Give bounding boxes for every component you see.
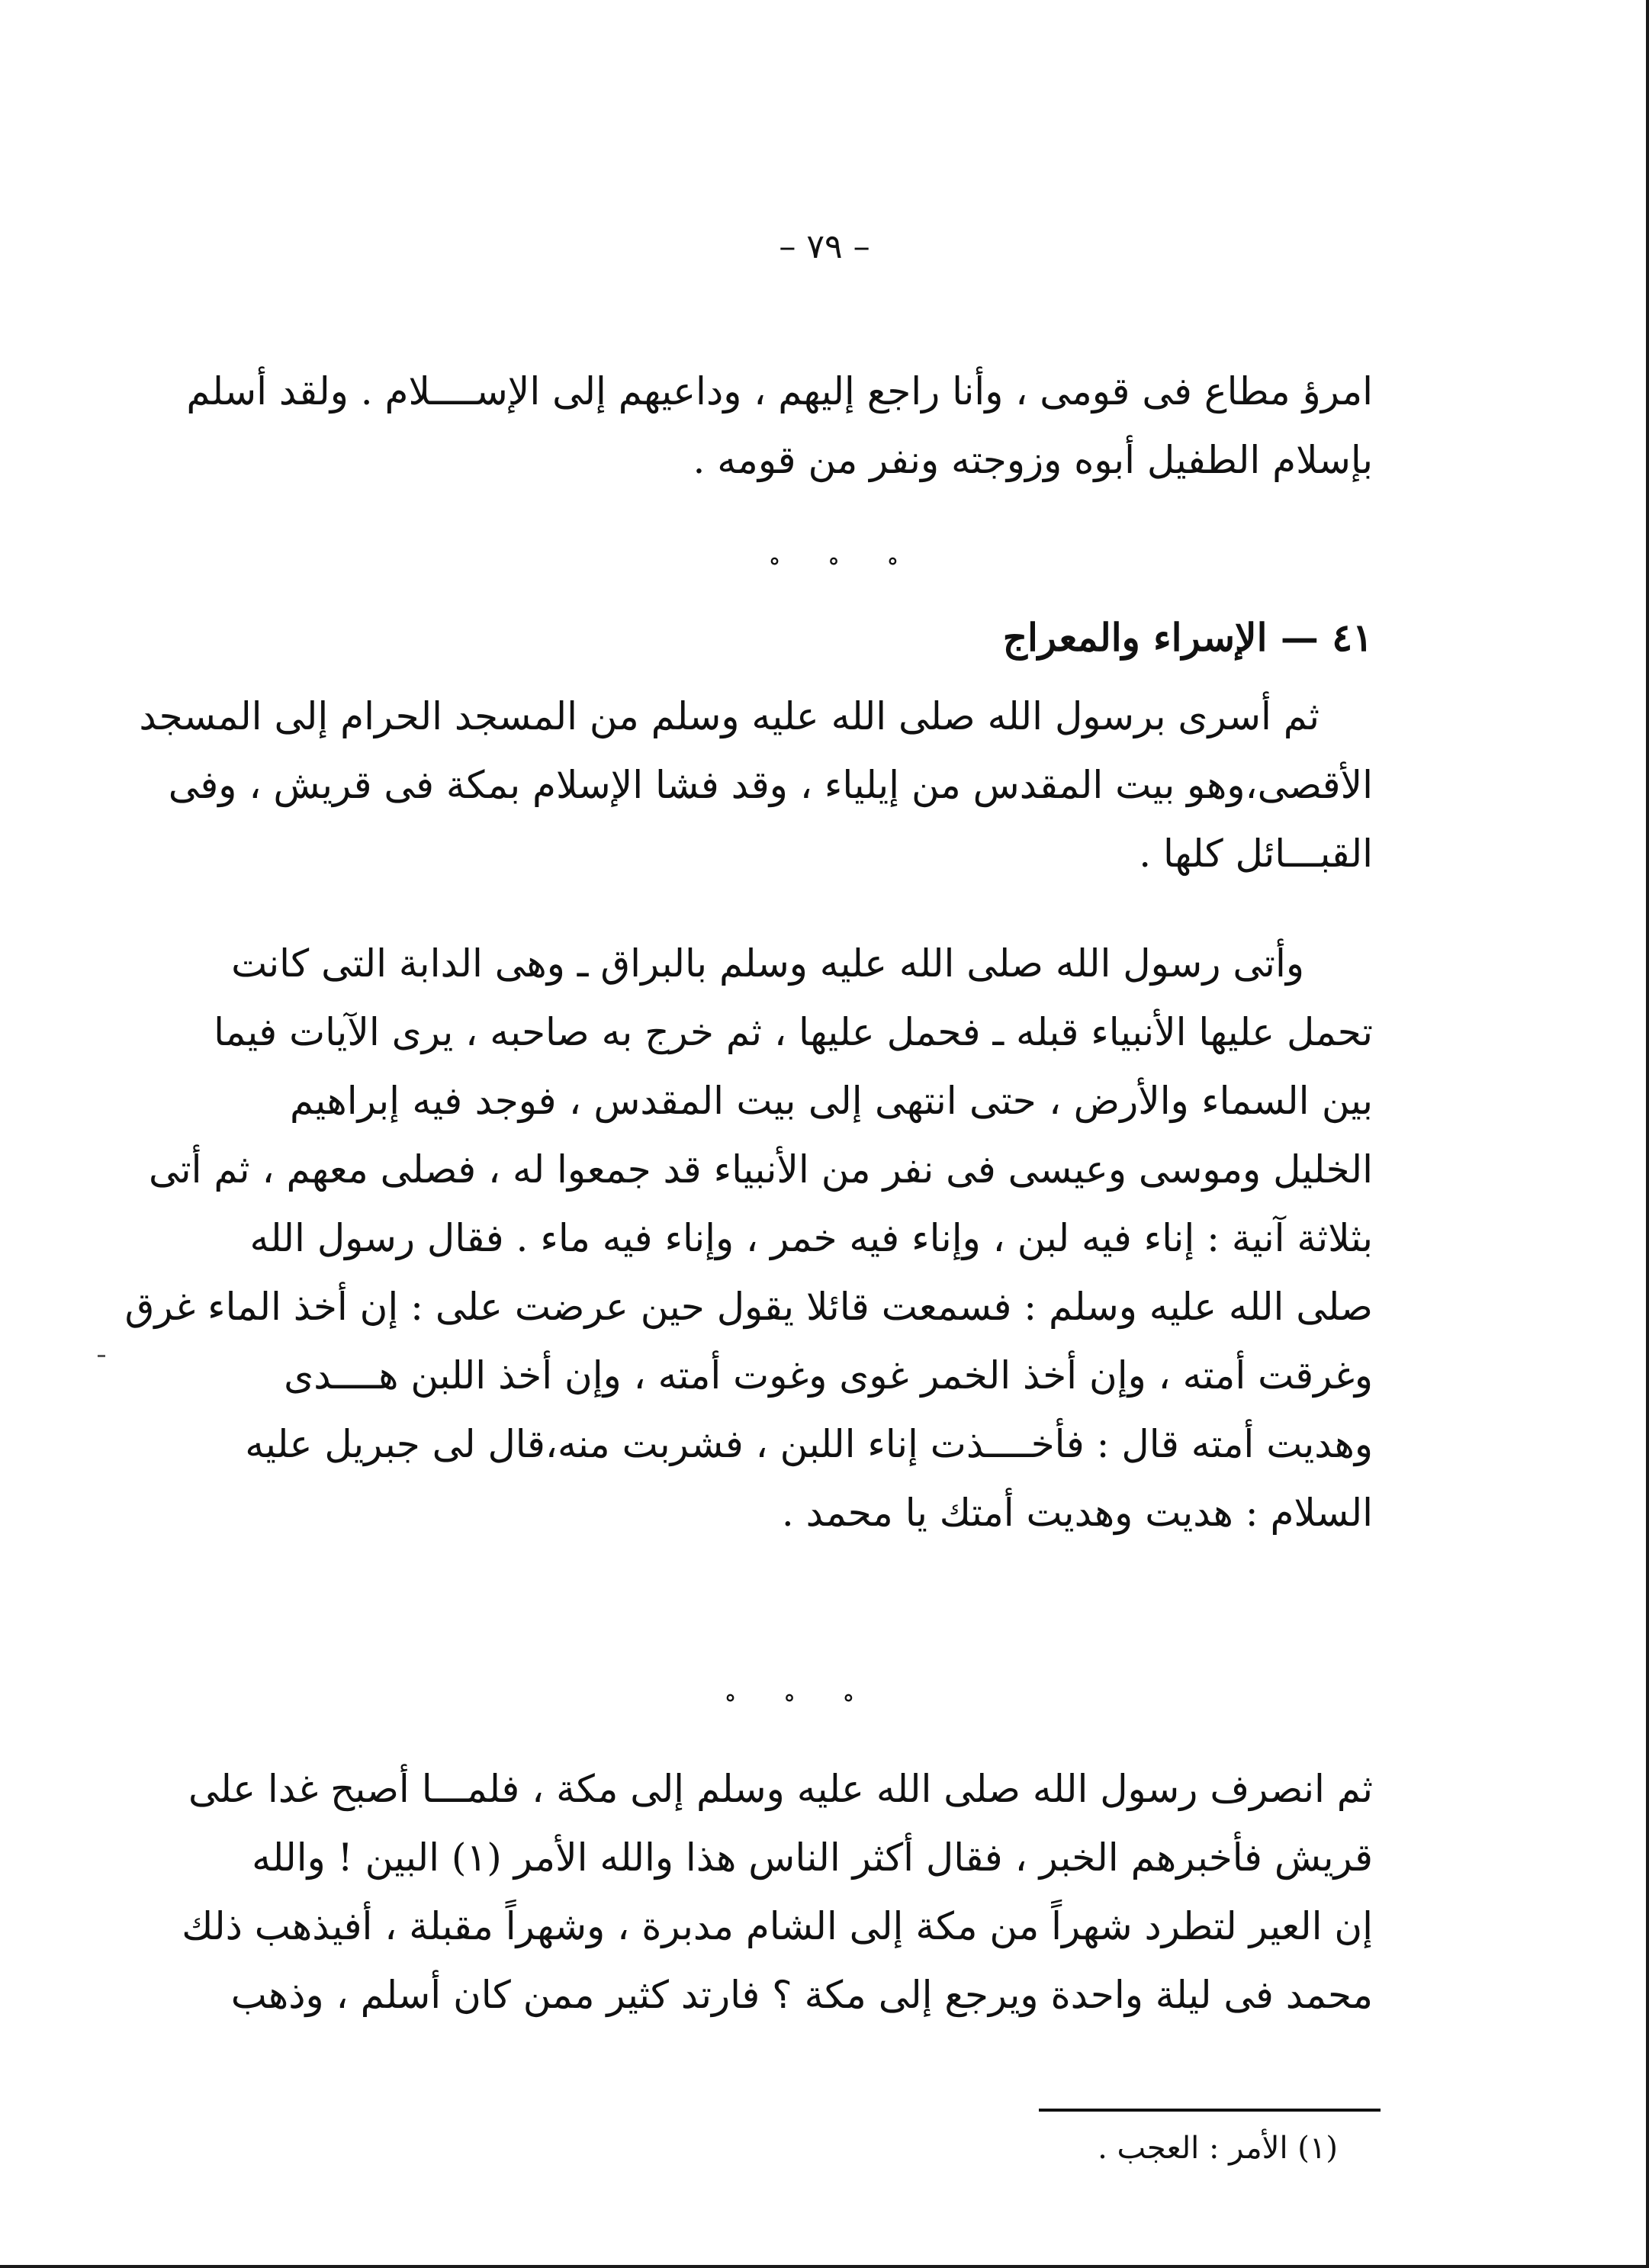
text-line: تحمل عليها الأنبياء قبله ـ فحمل عليها ، ثم خرج به صاحبه ، يرى الآيات فيما xyxy=(214,1010,1373,1054)
text-line: الخليل وموسى وعيسى فى نفر من الأنبياء قد جمعوا له ، فصلى معهم ، ثم أتى xyxy=(149,1147,1373,1192)
text-line: امرؤ مطاع فى قومى ، وأنا راجع إليهم ، وداعيهم إلى الإســــلام . ولقد أسلم xyxy=(186,369,1373,413)
text-line: ثم انصرف رسول الله صلى الله عليه وسلم إلى مكة ، فلمـــا أصبح غدا على xyxy=(188,1767,1373,1811)
scan-edge-right xyxy=(1646,0,1649,2268)
paragraph-intro xyxy=(186,357,1373,494)
scan-speck xyxy=(98,1355,105,1357)
paragraph-isra xyxy=(139,682,1373,888)
text-line: بثلاثة آنية : إناء فيه لبن ، وإناء فيه خمر ، وإناء فيه ماء . فقال رسول الله xyxy=(249,1216,1373,1260)
text-line: إن العير لتطرد شهراً من مكة إلى الشام مدبرة ، وشهراً مقبلة ، أفيذهب ذلك xyxy=(182,1904,1373,1948)
text-line: القبـــائل كلها . xyxy=(1139,832,1373,876)
page-number: – ٧٩ – xyxy=(779,227,870,266)
text-line: بين السماء والأرض ، حتى انتهى إلى بيت المقدس ، فوجد فيه إبراهيم xyxy=(290,1079,1373,1123)
text-line: محمد فى ليلة واحدة ويرجع إلى مكة ؟ فارتد كثير ممن كان أسلم ، وذهب xyxy=(230,1973,1373,2017)
paragraph-buraq xyxy=(124,929,1373,1547)
section-separator: ° ° ° xyxy=(725,1691,874,1717)
text-line: صلى الله عليه وسلم : فسمعت قائلا يقول حين عرضت على : إن أخذ الماء غرق xyxy=(124,1285,1373,1329)
scan-edge-bottom xyxy=(0,2265,1649,2268)
text-line: قريش فأخبرهم الخبر ، فقال أكثر الناس هذا والله الأمر (١) البين ! والله xyxy=(252,1835,1373,1880)
section-heading: ٤١ — الإسراء والمعراج xyxy=(1002,615,1373,660)
text-line: وغرقت أمته ، وإن أخذ الخمر غوى وغوت أمته ، وإن أخذ اللبن هــــدى xyxy=(284,1353,1373,1398)
text-line: بإسلام الطفيل أبوه وزوجته ونفر من قومه . xyxy=(693,438,1373,482)
text-line: ثم أسرى برسول الله صلى الله عليه وسلم من المسجد الحرام إلى المسجد xyxy=(139,694,1320,738)
text-line: وأتى رسول الله صلى الله عليه وسلم بالبراق ـ وهى الدابة التى كانت xyxy=(231,941,1304,986)
text-line: السلام : هديت وهديت أمتك يا محمد . xyxy=(781,1491,1373,1535)
text-line: الأقصى،وهو بيت المقدس من إيلياء ، وقد فشا الإسلام بمكة فى قريش ، وفى xyxy=(168,763,1373,807)
text-line: وهديت أمته قال : فأخــــذت إناء اللبن ، فشربت منه،قال لى جبريل عليه xyxy=(245,1422,1373,1466)
footnote-rule xyxy=(1039,2109,1381,2112)
paragraph-return xyxy=(182,1755,1373,2029)
section-separator: ° ° ° xyxy=(769,554,918,581)
footnote: (١) الأمر : العجب . xyxy=(1098,2131,1338,2166)
